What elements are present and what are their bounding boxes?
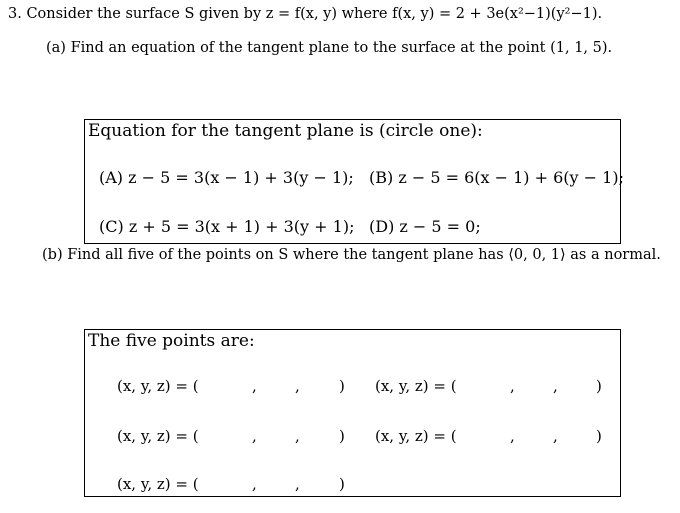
problem-intro	[8, 6, 602, 22]
point-3-comma-2: ,	[295, 427, 300, 445]
point-5-label: (x, y, z) = (	[117, 475, 199, 493]
choice-a[interactable]: (A) z − 5 = 3(x − 1) + 3(y − 1);	[99, 168, 354, 187]
point-3-label: (x, y, z) = (	[117, 427, 199, 445]
point-3-close: )	[339, 427, 345, 445]
choice-b[interactable]: (B) z − 5 = 6(x − 1) + 6(y − 1);	[369, 168, 624, 187]
part-a-question: (a) Find an equation of the tangent plane to the surface at the point (1, 1, 5).	[46, 40, 613, 56]
point-5-close: )	[339, 475, 345, 493]
tangent-box-title: Equation for the tangent plane is (circle one):	[88, 121, 483, 141]
part-b-question: (b) Find all five of the points on S where the tangent plane has ⟨0, 0, 1⟩ as a normal.	[42, 247, 661, 263]
point-2-comma-2: ,	[553, 377, 558, 395]
choice-d[interactable]: (D) z − 5 = 0;	[369, 217, 481, 236]
problem-number: 3.	[8, 6, 22, 22]
point-1-close: )	[339, 377, 345, 395]
point-1-comma-1: ,	[252, 377, 257, 395]
point-1-comma-2: ,	[295, 377, 300, 395]
tangent-plane-box	[84, 119, 624, 244]
point-4-close: )	[596, 427, 602, 445]
point-2-label: (x, y, z) = (	[375, 377, 457, 395]
point-4-comma-1: ,	[510, 427, 515, 445]
point-4-label: (x, y, z) = (	[375, 427, 457, 445]
point-5-comma-1: ,	[252, 475, 257, 493]
point-5-comma-2: ,	[295, 475, 300, 493]
points-box	[84, 329, 621, 497]
choice-c[interactable]: (C) z + 5 = 3(x + 1) + 3(y + 1);	[99, 217, 355, 236]
problem-intro-text: Consider the surface S given by z = f(x, y) where f(x, y) = 2 + 3e(x²−1)(y²−1).	[26, 6, 603, 22]
points-box-title: The five points are:	[88, 331, 255, 351]
point-3-comma-1: ,	[252, 427, 257, 445]
point-1-label: (x, y, z) = (	[117, 377, 199, 395]
point-2-comma-1: ,	[510, 377, 515, 395]
point-4-comma-2: ,	[553, 427, 558, 445]
point-2-close: )	[596, 377, 602, 395]
